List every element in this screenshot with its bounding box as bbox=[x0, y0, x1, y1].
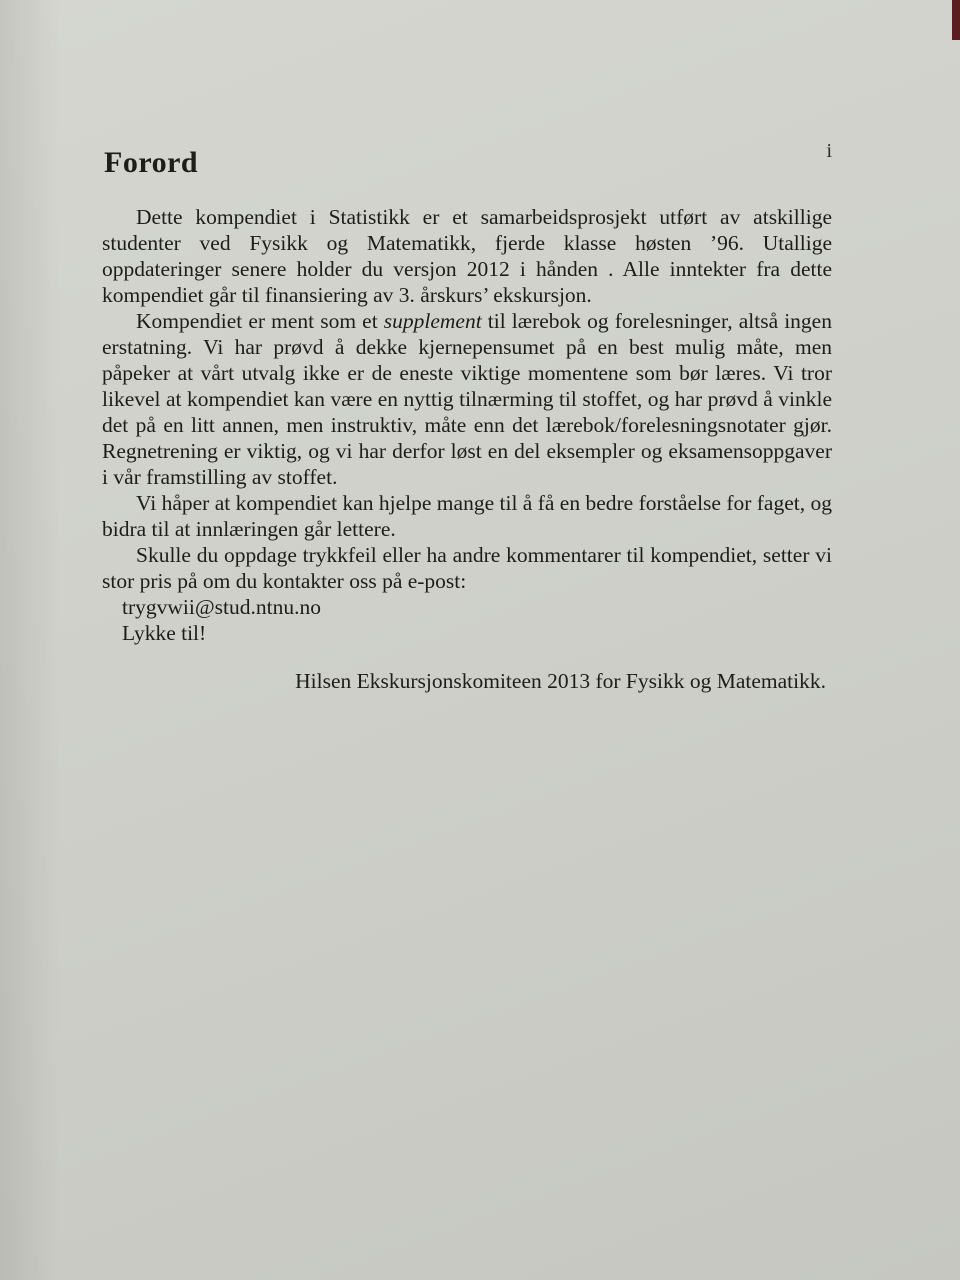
contact-email: trygvwii@stud.ntnu.no bbox=[122, 595, 321, 619]
emphasis-supplement: supplement bbox=[383, 309, 482, 333]
book-cover-edge bbox=[952, 0, 960, 40]
paragraph-purpose-rest: til lærebok og forelesninger, altså ingen erstatning. Vi har prøvd å dekke kjernepensumet på en best mulig måte, men påpeker at vårt utvalg ikke er de eneste viktige momentene som bør læres. Vi tror likevel at kompendiet kan være en nyttig tilnærming til stoffet, og har prøvd å vinkle det på en litt annen, men instruktiv, måte enn det lærebok/forelesningsnotater gjør. Regnetrening er viktig, og vi har derfor løst en del eksempler og eksamensoppgaver i vår framstilling av stoffet. bbox=[102, 309, 832, 489]
signature-line: Hilsen Ekskursjonskomiteen 2013 for Fysikk og Matematikk. bbox=[295, 669, 826, 693]
page-number: i bbox=[826, 140, 832, 162]
paragraph-purpose bbox=[102, 308, 832, 490]
paragraph-intro: Dette kompendiet i Statistikk er et samarbeidsprosjekt utført av atskillige studenter ved Fysikk og Matematikk, fjerde klasse høsten ’96. Utallige oppdateringer senere holder du versjon 2012 i hånden . Alle inntekter fra dette kompendiet går til finansiering av 3. årskurs’ ekskursjon. bbox=[102, 205, 832, 307]
page-shadow bbox=[0, 0, 60, 1280]
paragraph-hope: Vi håper at kompendiet kan hjelpe mange til å få en bedre forståelse for faget, og bidra til at innlæringen går lettere. bbox=[102, 491, 832, 541]
page-content bbox=[102, 140, 832, 694]
section-heading: Forord bbox=[104, 146, 199, 179]
closing-line: Lykke til! bbox=[122, 621, 207, 645]
paragraph-purpose-start: Kompendiet er ment som et bbox=[136, 309, 384, 333]
paragraph-contact: Skulle du oppdage trykkfeil eller ha andre kommentarer til kompendiet, setter vi stor pris på om du kontakter oss på e-post: bbox=[102, 543, 832, 593]
